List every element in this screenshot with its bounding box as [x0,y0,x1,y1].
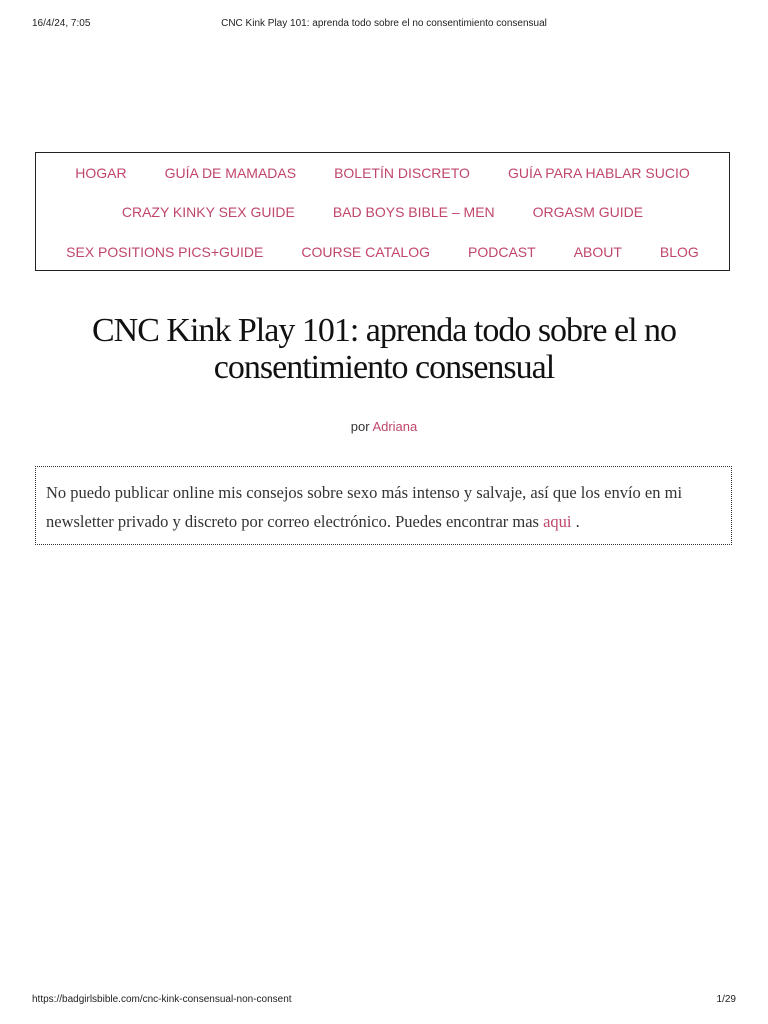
nav-row-1 [36,165,729,181]
byline-prefix: por [350,419,370,434]
print-title: CNC Kink Play 101: aprenda todo sobre el no consentimiento consensual [221,18,547,29]
nav-link-blog[interactable]: BLOG [659,244,699,260]
article-title: CNC Kink Play 101: aprenda todo sobre el no consentimiento consensual [91,312,677,386]
nav-link-crazy-kinky-sex-guide[interactable]: CRAZY KINKY SEX GUIDE [121,204,295,220]
notice-link[interactable]: aqui [543,512,572,531]
print-header [32,18,736,32]
byline [0,419,768,434]
main-navigation [35,152,730,271]
nav-link-hogar[interactable]: HOGAR [75,165,127,181]
nav-link-course-catalog[interactable]: COURSE CATALOG [301,244,430,260]
newsletter-notice [35,466,732,545]
nav-link-guia-de-mamadas[interactable]: GUÍA DE MAMADAS [164,165,297,181]
nav-link-boletin-discreto[interactable]: BOLETÍN DISCRETO [334,165,470,181]
nav-link-sex-positions[interactable]: SEX POSITIONS PICS+GUIDE [66,244,264,260]
notice-suffix: . [575,512,580,531]
nav-link-podcast[interactable]: PODCAST [468,244,536,260]
nav-link-about[interactable]: ABOUT [573,244,622,260]
print-date: 16/4/24, 7:05 [32,18,91,29]
print-url: https://badgirlsbible.com/cnc-kink-consensual-non-consent [32,994,292,1005]
nav-row-2 [36,204,729,220]
nav-link-bad-boys-bible[interactable]: BAD BOYS BIBLE – MEN [332,204,495,220]
nav-link-orgasm-guide[interactable]: ORGASM GUIDE [532,204,644,220]
print-footer [32,994,736,1008]
nav-link-guia-hablar-sucio[interactable]: GUÍA PARA HABLAR SUCIO [507,165,690,181]
print-page-number: 1/29 [716,994,736,1005]
author-link[interactable]: Adriana [372,419,418,434]
nav-row-3 [36,244,729,260]
notice-text: No puedo publicar online mis consejos sobre sexo más intenso y salvaje, así que los envío en mi newsletter privado y discreto por correo electrónico. Puedes encontrar mas [46,483,683,531]
